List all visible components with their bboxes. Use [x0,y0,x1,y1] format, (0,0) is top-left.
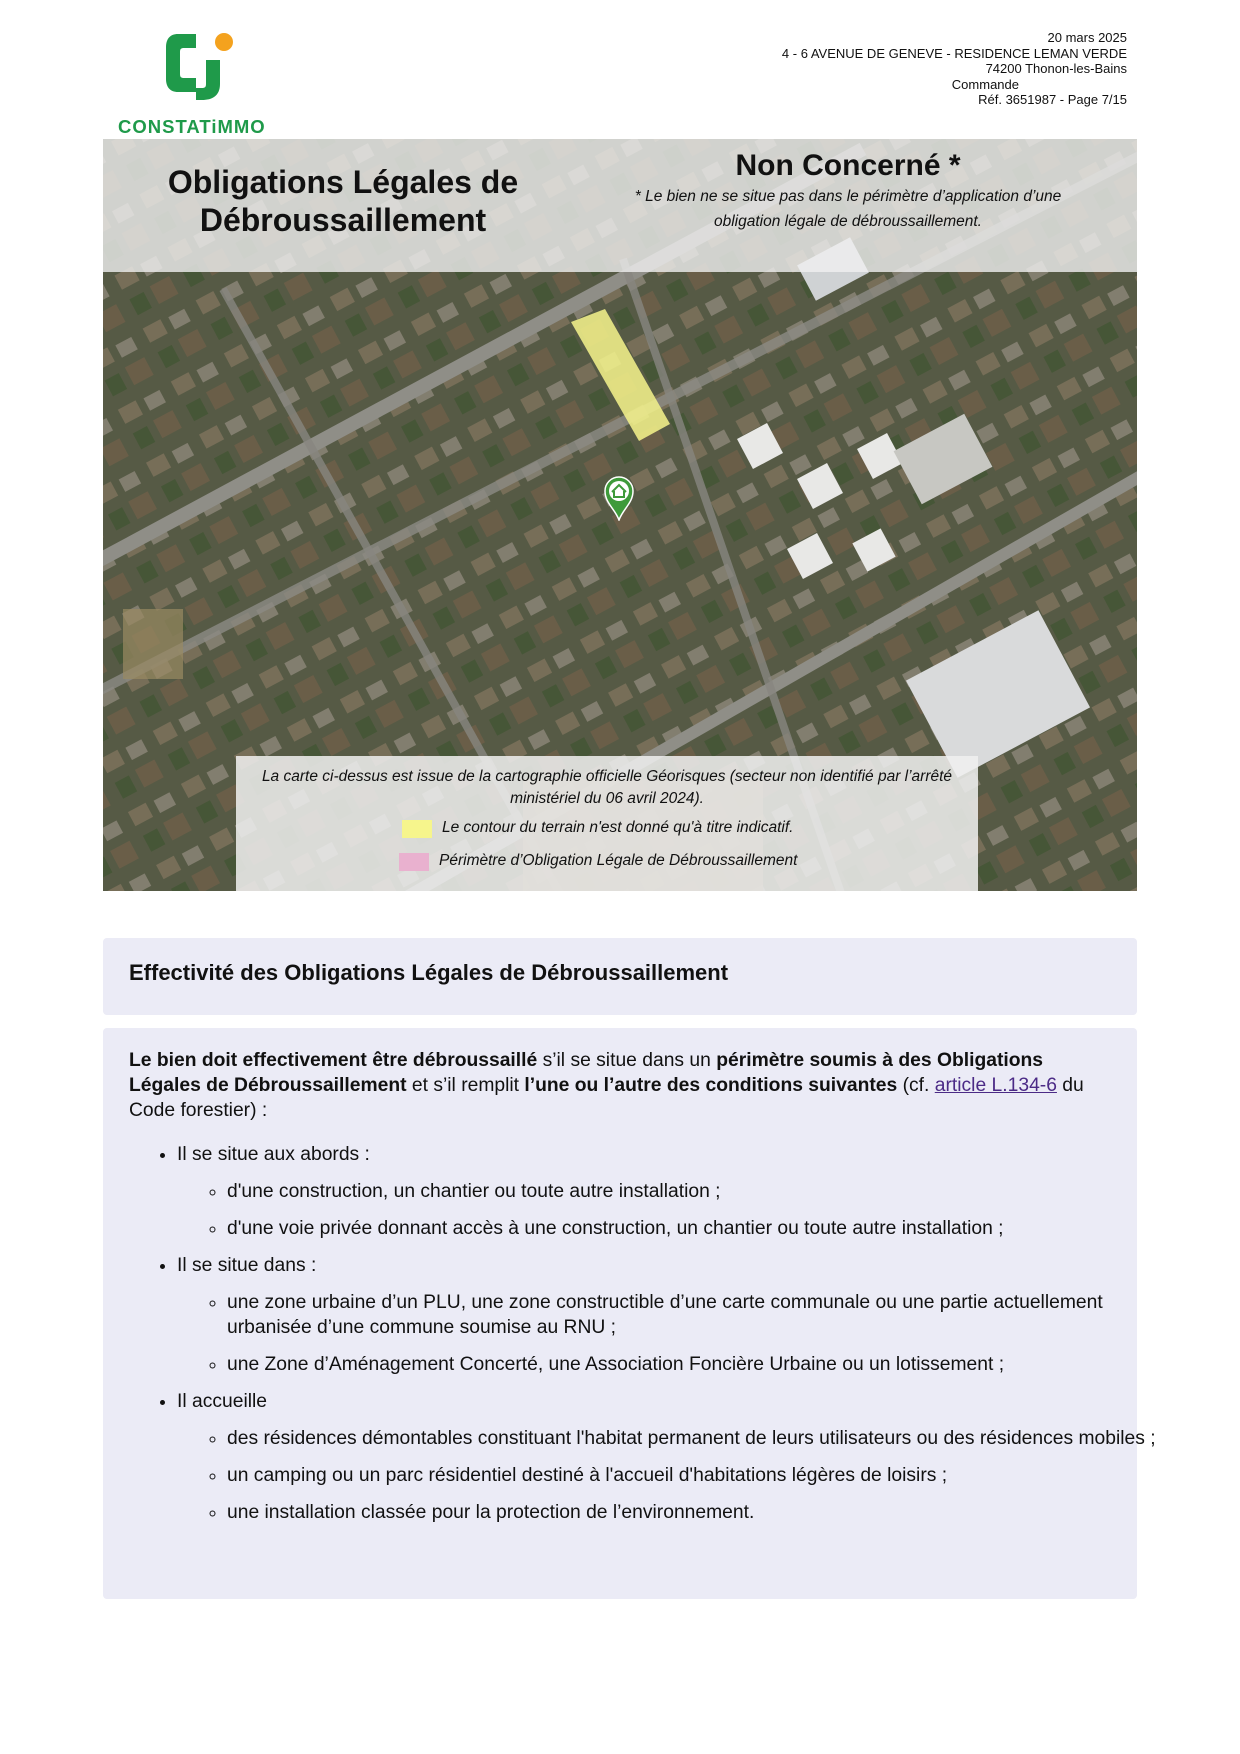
effectivity-body-panel [103,1028,1156,1599]
intro-text-4: du Code forestier) : [129,1075,1084,1121]
condition-accueille [177,1389,1162,1525]
list-item: ◦ d'une construction, un chantier ou toute autre installation ; [227,1179,1162,1204]
list-item: ◦ des résidences démontables constituant l'habitat permanent de leurs utilisateurs ou des résidences mobiles ; [227,1426,1162,1451]
property-address-line1: 4 - 6 AVENUE DE GENEVE - RESIDENCE LEMAN VERDE [781,45,1127,61]
constatimmo-logo [118,30,283,140]
effectivity-heading-panel [103,938,1137,1015]
status-block [623,148,1073,234]
condition-sublist [177,1290,1162,1377]
document-meta [782,30,1127,108]
effectivity-intro [129,1048,1114,1123]
aerial-map [103,139,1137,891]
legend-item-olds [236,851,978,873]
page-title-line1: Obligations Légales de [167,164,519,200]
intro-bold-3: l’une ou l’autre des conditions suivantes [524,1075,898,1096]
condition-sublist [177,1179,1162,1241]
intro-text-1: s’il se situe dans un [537,1050,717,1071]
title-banner [103,139,1137,272]
condition-situe-dans [177,1253,1162,1377]
parcel-swatch [402,820,432,838]
legend-item-olds-label: Périmètre d’Obligation Légale de Débroussaillement [439,852,798,869]
status-note-line2: obligation légale de débroussaillement. [714,213,982,230]
status-note-line1: * Le bien ne se situe pas dans le périmètre d’application d’une [634,188,1062,205]
document-date: 20 mars 2025 [1047,30,1127,45]
page-title-line2: Débroussaillement [199,202,487,238]
condition-label: Il se situe aux abords : [177,1144,370,1165]
map-legend [236,756,978,891]
status-title: Non Concerné * [735,149,961,182]
olds-swatch [399,853,429,871]
condition-label: Il accueille [177,1391,268,1412]
legend-item-parcel-label: Le contour du terrain n'est donné qu'à titre indicatif. [442,819,794,836]
logo-text: CONSTATiMMO [118,116,266,137]
condition-sublist [177,1426,1162,1525]
reference-page: Réf. 3651987 - Page 7/15 [978,92,1127,107]
condition-abords [177,1142,1162,1241]
list-item: ◦ un camping ou un parc résidentiel destiné à l'accueil d'habitations légères de loisirs ; [227,1463,1162,1488]
legend-source-line2: ministériel du 06 avril 2024). [510,790,704,807]
intro-bold-2: périmètre soumis à des Obligations Légales de Débroussaillement [129,1050,1044,1096]
intro-bold-1: Le bien doit effectivement être débroussaillé [129,1050,538,1071]
intro-text-3: (cf. [897,1075,935,1096]
order-label: Commande [951,76,1019,92]
list-item: ◦ une installation classée pour la protection de l’environnement. [227,1500,1162,1525]
article-link[interactable]: article L.134-6 [934,1075,1057,1096]
page-title [143,163,543,239]
list-item: ◦ une Zone d’Aménagement Concerté, une Association Foncière Urbaine ou un lotissement ; [227,1352,1162,1377]
legend-source-line1: La carte ci-dessus est issue de la cartographie officielle Géorisques (secteur non identifié par l’arrêté [261,768,953,785]
legend-item-parcel [236,818,978,840]
property-address-line2: 74200 Thonon-les-Bains [985,61,1127,76]
house-location-marker-icon [603,475,635,521]
condition-label: Il se situe dans : [177,1255,317,1276]
conditions-list [129,1142,1162,1537]
list-item: ◦ d'une voie privée donnant accès à une construction, un chantier ou toute autre installation ; [227,1216,1162,1241]
effectivity-heading: Effectivité des Obligations Légales de Débroussaillement [129,960,729,985]
logo-mark-icon [162,30,236,102]
intro-text-2: et s’il remplit [406,1075,525,1096]
list-item: ◦ une zone urbaine d’un PLU, une zone constructible d’une carte communale ou une partie actuellement urbanisée d’une commune soumise au RNU ; [227,1290,1162,1340]
